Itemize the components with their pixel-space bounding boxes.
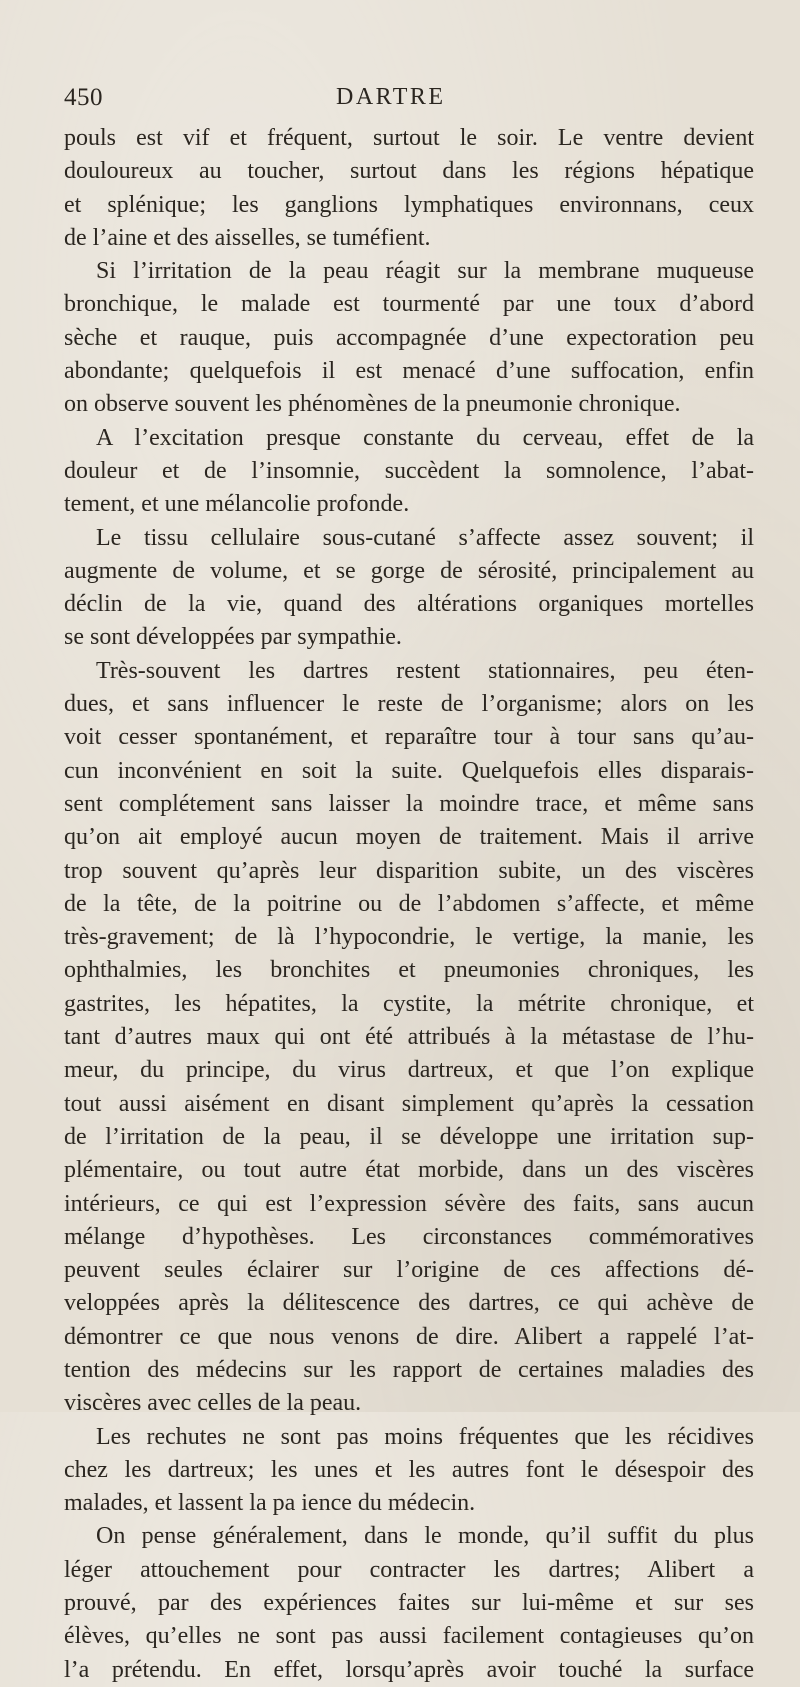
text-line: meur, du principe, du virus dartreux, et que l’on explique [64,1057,754,1084]
text-line: sent complétement sans laisser la moindre trace, et même sans [64,790,754,817]
text-line: tout aussi aisément en disant simplement qu’après la cessation [64,1090,754,1117]
text-line: A l’excitation presque constante du cerveau, effet de la [96,424,754,451]
text-line: douloureux au toucher, surtout dans les régions hépatique [64,158,754,185]
text-line: Très-souvent les dartres restent stationnaires, peu éten- [96,657,754,684]
text-line: cun inconvénient en soit la suite. Quelquefois elles disparais- [64,757,754,784]
text-line: se sont développées par sympathie. [64,624,402,651]
text-line: on observe souvent les phénomènes de la pneumonie chronique. [64,391,681,418]
text-line: augmente de volume, et se gorge de sérosité, principalement au [64,557,754,584]
text-line: Le tissu cellulaire sous-cutané s’affecte assez souvent; il [96,524,754,551]
text-line: prouvé, par des expériences faites sur lui-même et sur ses [64,1590,754,1617]
text-line: de l’irritation de la peau, il se développe une irritation sup- [64,1123,754,1150]
running-head: DARTRE [336,84,446,110]
text-line: qu’on ait employé aucun moyen de traitement. Mais il arrive [64,824,754,851]
text-line: intérieurs, ce qui est l’expression sévère des faits, sans aucun [64,1190,754,1217]
text-line: élèves, qu’elles ne sont pas aussi facilement contagieuses qu’on [64,1623,754,1650]
text-line: voit cesser spontanément, et reparaître tour à tour sans qu’au- [64,724,754,751]
text-line: tement, et une mélancolie profonde. [64,491,410,518]
text-line: trop souvent qu’après leur disparition subite, un des viscères [64,857,754,884]
text-line: de l’aine et des aisselles, se tuméfient. [64,224,431,251]
text-line: On pense généralement, dans le monde, qu’il suffit du plus [96,1523,754,1550]
text-line: bronchique, le malade est tourmenté par une toux d’abord [64,291,754,318]
text-line: chez les dartreux; les unes et les autres font le désespoir des [64,1456,754,1483]
text-line: mélange d’hypothèses. Les circonstances commémoratives [64,1223,754,1250]
text-line: très-gravement; de là l’hypocondrie, le vertige, la manie, les [64,924,754,951]
text-line: peuvent seules éclairer sur l’origine de ces affections dé- [64,1257,754,1284]
text-line: tention des médecins sur les rapport de certaines maladies des [64,1356,754,1383]
text-line: pouls est vif et fréquent, surtout le soir. Le ventre devient [64,125,754,151]
text-line: déclin de la vie, quand des altérations organiques mortelles [64,591,754,618]
text-line: léger attouchement pour contracter les dartres; Alibert a [64,1556,754,1583]
text-line: démontrer ce que nous venons de dire. Alibert a rappelé l’at- [64,1323,754,1350]
text-line: Les rechutes ne sont pas moins fréquentes que les récidives [96,1423,754,1450]
text-line: gastrites, les hépatites, la cystite, la métrite chronique, et [64,990,754,1017]
text-line: et splénique; les ganglions lymphatiques environnans, ceux [64,191,754,218]
text-line: sèche et rauque, puis accompagnée d’une expectoration peu [64,324,754,351]
text-line: de la tête, de la poitrine ou de l’abdomen s’affecte, et même [64,890,754,917]
body-text [64,122,754,1687]
text-line: tant d’autres maux qui ont été attribués à la métastase de l’hu- [64,1024,754,1051]
page-number: 450 [64,84,103,111]
text-line: douleur et de l’insomnie, succèdent la somnolence, l’abat- [64,457,754,484]
text-line: malades, et lassent la pa ience du médecin. [64,1490,476,1517]
text-line: dues, et sans influencer le reste de l’organisme; alors on les [64,691,754,718]
text-line: veloppées après la délitescence des dartres, ce qui achève de [64,1290,754,1317]
text-line: ophthalmies, les bronchites et pneumonies chroniques, les [64,957,754,984]
page-header [64,84,754,118]
text-line: plémentaire, ou tout autre état morbide, dans un des viscères [64,1157,754,1184]
text-line: abondante; quelquefois il est menacé d’une suffocation, enfin [64,358,754,385]
text-line: viscères avec celles de la peau. [64,1390,362,1417]
text-line: l’a prétendu. En effet, lorsqu’après avoir touché la surface [64,1656,754,1683]
text-line: Si l’irritation de la peau réagit sur la membrane muqueuse [96,258,754,285]
